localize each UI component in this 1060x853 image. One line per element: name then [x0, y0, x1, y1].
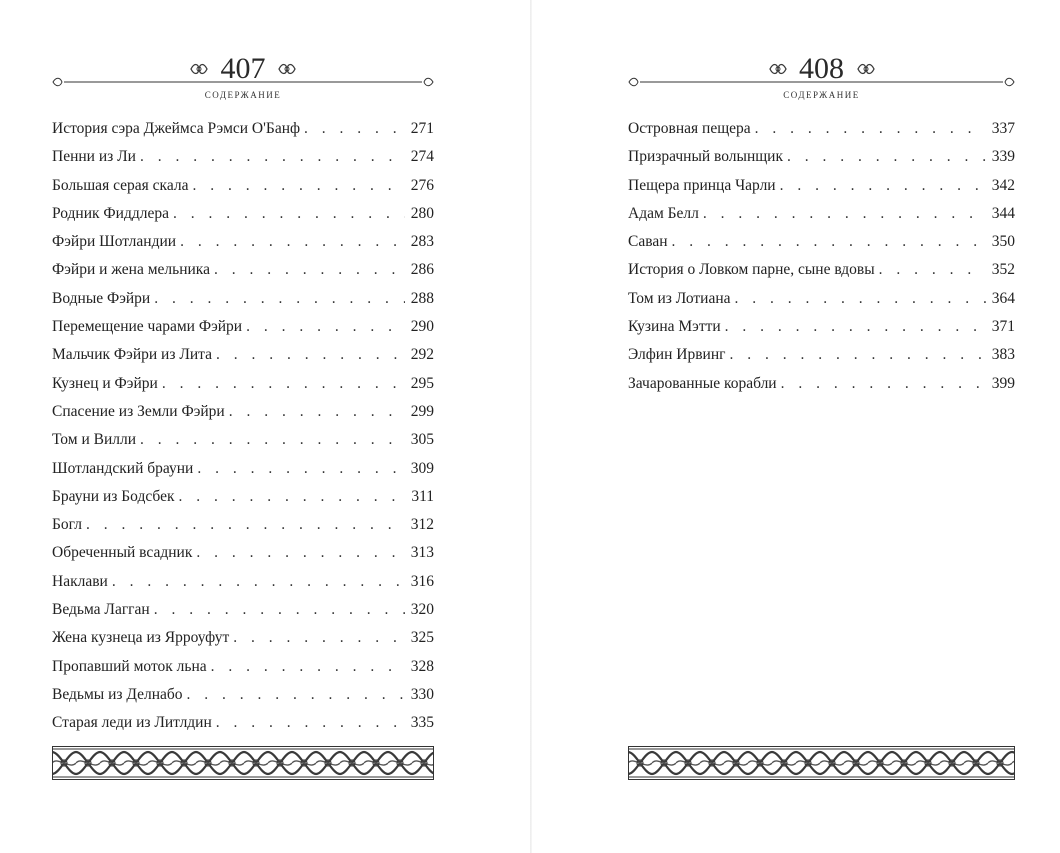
- celtic-knot-icon: [856, 62, 876, 76]
- toc-entry-page: 337: [991, 120, 1015, 137]
- leader-dots: [180, 228, 405, 256]
- toc-entry-page: 280: [410, 204, 434, 222]
- leader-dots: [192, 172, 404, 200]
- toc-entry: [52, 483, 434, 511]
- right-page-header: [628, 50, 1015, 110]
- leader-dots: [233, 624, 404, 652]
- toc-entry: [52, 200, 434, 228]
- leader-dots: [229, 398, 405, 426]
- toc-entry-page: 330: [410, 685, 434, 703]
- toc-entry: [52, 285, 434, 313]
- toc-entry-page: 292: [410, 346, 434, 364]
- toc-entry: [52, 709, 434, 737]
- toc-entry-title: Мальчик Фэйри из Лита: [52, 346, 212, 364]
- right-page: [530, 0, 1060, 853]
- page-number: 407: [220, 52, 266, 86]
- toc-entry: [628, 341, 1015, 369]
- toc-entry-page: 286: [410, 261, 434, 279]
- leader-dots: [246, 313, 405, 341]
- celtic-knotwork-band: [52, 746, 434, 780]
- toc-entry: [52, 256, 434, 284]
- toc-entry-title: Пещера принца Чарли: [628, 176, 776, 194]
- toc-entry: [52, 426, 434, 454]
- toc-entry: [52, 115, 434, 143]
- toc-entry-title: Ведьмы из Делнабо: [52, 685, 183, 703]
- toc-entry: [628, 200, 1015, 228]
- toc-entry: [52, 313, 434, 341]
- page-number: 408: [799, 52, 844, 86]
- toc-list: [628, 115, 1015, 398]
- toc-entry-page: 371: [991, 318, 1015, 336]
- leader-dots: [187, 681, 405, 709]
- leader-dots: [672, 228, 986, 256]
- toc-entry: [52, 681, 434, 709]
- toc-entry-title: Наклави: [52, 572, 108, 590]
- leader-dots: [214, 256, 405, 284]
- toc-entry-page: 305: [410, 431, 434, 449]
- toc-entry-title: Саван: [628, 233, 668, 251]
- leader-dots: [216, 709, 405, 737]
- toc-entry: [52, 398, 434, 426]
- leader-dots: [196, 539, 404, 567]
- toc-entry-title: Призрачный волынщик: [628, 148, 784, 166]
- section-title: СОДЕРЖАНИЕ: [783, 90, 860, 100]
- toc-entry: [628, 285, 1015, 313]
- leader-dots: [179, 483, 406, 511]
- toc-entry-page: 399: [991, 374, 1015, 392]
- toc-entry: [628, 115, 1015, 143]
- toc-entry: [52, 143, 434, 171]
- leader-dots: [787, 143, 986, 171]
- toc-entry-title: Островная пещера: [628, 120, 751, 137]
- toc-entry-page: 309: [410, 459, 434, 477]
- toc-entry: [52, 568, 434, 596]
- toc-entry-page: 328: [410, 657, 434, 675]
- toc-entry-title: Фэйри Шотландии: [52, 233, 177, 251]
- toc-entry-page: 364: [991, 289, 1015, 307]
- leader-dots: [755, 115, 986, 143]
- header-rule: [52, 76, 434, 88]
- toc-entry-title: Спасение из Земли Фэйри: [52, 402, 225, 420]
- toc-entry-title: Пропавший моток льна: [52, 657, 207, 675]
- toc-entry-page: 383: [991, 346, 1015, 364]
- toc-entry-page: 350: [991, 233, 1015, 251]
- toc-entry-page: 288: [410, 289, 434, 307]
- toc-entry: [628, 172, 1015, 200]
- toc-entry-page: 344: [991, 204, 1015, 222]
- celtic-knot-icon: [277, 62, 297, 76]
- section-title: СОДЕРЖАНИЕ: [204, 90, 282, 100]
- toc-entry: [628, 313, 1015, 341]
- toc-entry-page: 312: [410, 516, 434, 534]
- toc-entry: [52, 455, 434, 483]
- celtic-knot-icon: [768, 62, 788, 76]
- celtic-knotwork-band: [628, 746, 1015, 780]
- toc-entry-page: 316: [410, 572, 434, 590]
- leader-dots: [781, 370, 986, 398]
- toc-entry-page: 335: [410, 714, 434, 732]
- toc-entry: [628, 370, 1015, 398]
- left-page-header: [52, 50, 434, 110]
- leader-dots: [140, 143, 405, 171]
- leader-dots: [173, 200, 405, 228]
- toc-entry-page: 299: [410, 402, 434, 420]
- toc-entry-title: Водные Фэйри: [52, 289, 151, 307]
- toc-entry-page: 339: [991, 148, 1015, 166]
- toc-entry-title: Шотландский брауни: [52, 459, 194, 477]
- toc-entry: [52, 370, 434, 398]
- toc-entry-title: История о Ловком парне, сыне вдовы: [628, 261, 875, 279]
- toc-entry-page: 313: [410, 544, 434, 562]
- toc-entry-title: Адам Белл: [628, 204, 699, 222]
- leader-dots: [211, 653, 405, 681]
- header-rule: [628, 76, 1015, 88]
- leader-dots: [879, 256, 986, 284]
- toc-entry-title: Обреченный всадник: [52, 544, 193, 562]
- leader-dots: [304, 115, 405, 143]
- toc-entry-title: Перемещение чарами Фэйри: [52, 318, 243, 336]
- leader-dots: [725, 313, 986, 341]
- toc-entry: [52, 596, 434, 624]
- toc-entry-page: 290: [410, 318, 434, 336]
- celtic-knot-icon: [189, 62, 209, 76]
- toc-entry-page: 274: [410, 148, 434, 166]
- toc-entry-page: 311: [411, 487, 434, 505]
- toc-entry-page: 283: [410, 233, 434, 251]
- leader-dots: [154, 596, 405, 624]
- toc-entry-title: История сэра Джеймса Рэмси О'Банф: [52, 120, 301, 137]
- toc-entry-page: 325: [410, 629, 434, 647]
- toc-entry-title: Том из Лотиана: [628, 289, 731, 307]
- toc-entry-title: Жена кузнеца из Ярроуфут: [52, 629, 230, 647]
- toc-entry-title: Элфин Ирвинг: [628, 346, 726, 364]
- toc-entry: [628, 256, 1015, 284]
- leader-dots: [216, 341, 405, 369]
- toc-entry-title: Кузнец и Фэйри: [52, 374, 158, 392]
- toc-entry-title: Старая леди из Литлдин: [52, 714, 212, 732]
- leader-dots: [86, 511, 405, 539]
- toc-entry-title: Пенни из Ли: [52, 148, 136, 166]
- toc-entry: [52, 624, 434, 652]
- toc-entry: [628, 228, 1015, 256]
- toc-entry-page: 320: [410, 601, 434, 619]
- toc-entry-page: 342: [991, 176, 1015, 194]
- leader-dots: [112, 568, 405, 596]
- toc-entry-title: Брауни из Бодсбек: [52, 487, 175, 505]
- toc-entry: [52, 172, 434, 200]
- toc-entry-title: Том и Вилли: [52, 431, 137, 449]
- toc-entry: [52, 539, 434, 567]
- leader-dots: [729, 341, 985, 369]
- toc-entry: [52, 511, 434, 539]
- toc-entry-title: Кузина Мэтти: [628, 318, 721, 336]
- leader-dots: [735, 285, 986, 313]
- toc-entry-page: 352: [991, 261, 1015, 279]
- toc-entry-page: 276: [410, 176, 434, 194]
- leader-dots: [780, 172, 986, 200]
- toc-entry: [52, 653, 434, 681]
- toc-entry-title: Зачарованные корабли: [628, 374, 777, 392]
- toc-entry-title: Большая серая скала: [52, 176, 189, 194]
- toc-list: [52, 115, 434, 738]
- toc-entry-title: Родник Фиддлера: [52, 204, 169, 222]
- toc-entry-title: Ведьма Лагган: [52, 601, 150, 619]
- toc-entry-page: 271: [410, 120, 434, 137]
- leader-dots: [197, 455, 404, 483]
- toc-entry-title: Богл: [52, 516, 82, 534]
- toc-entry: [52, 341, 434, 369]
- toc-entry-page: 295: [410, 374, 434, 392]
- leader-dots: [154, 285, 405, 313]
- toc-entry: [628, 143, 1015, 171]
- leader-dots: [140, 426, 405, 454]
- leader-dots: [703, 200, 986, 228]
- toc-entry: [52, 228, 434, 256]
- leader-dots: [162, 370, 405, 398]
- toc-entry-title: Фэйри и жена мельника: [52, 261, 210, 279]
